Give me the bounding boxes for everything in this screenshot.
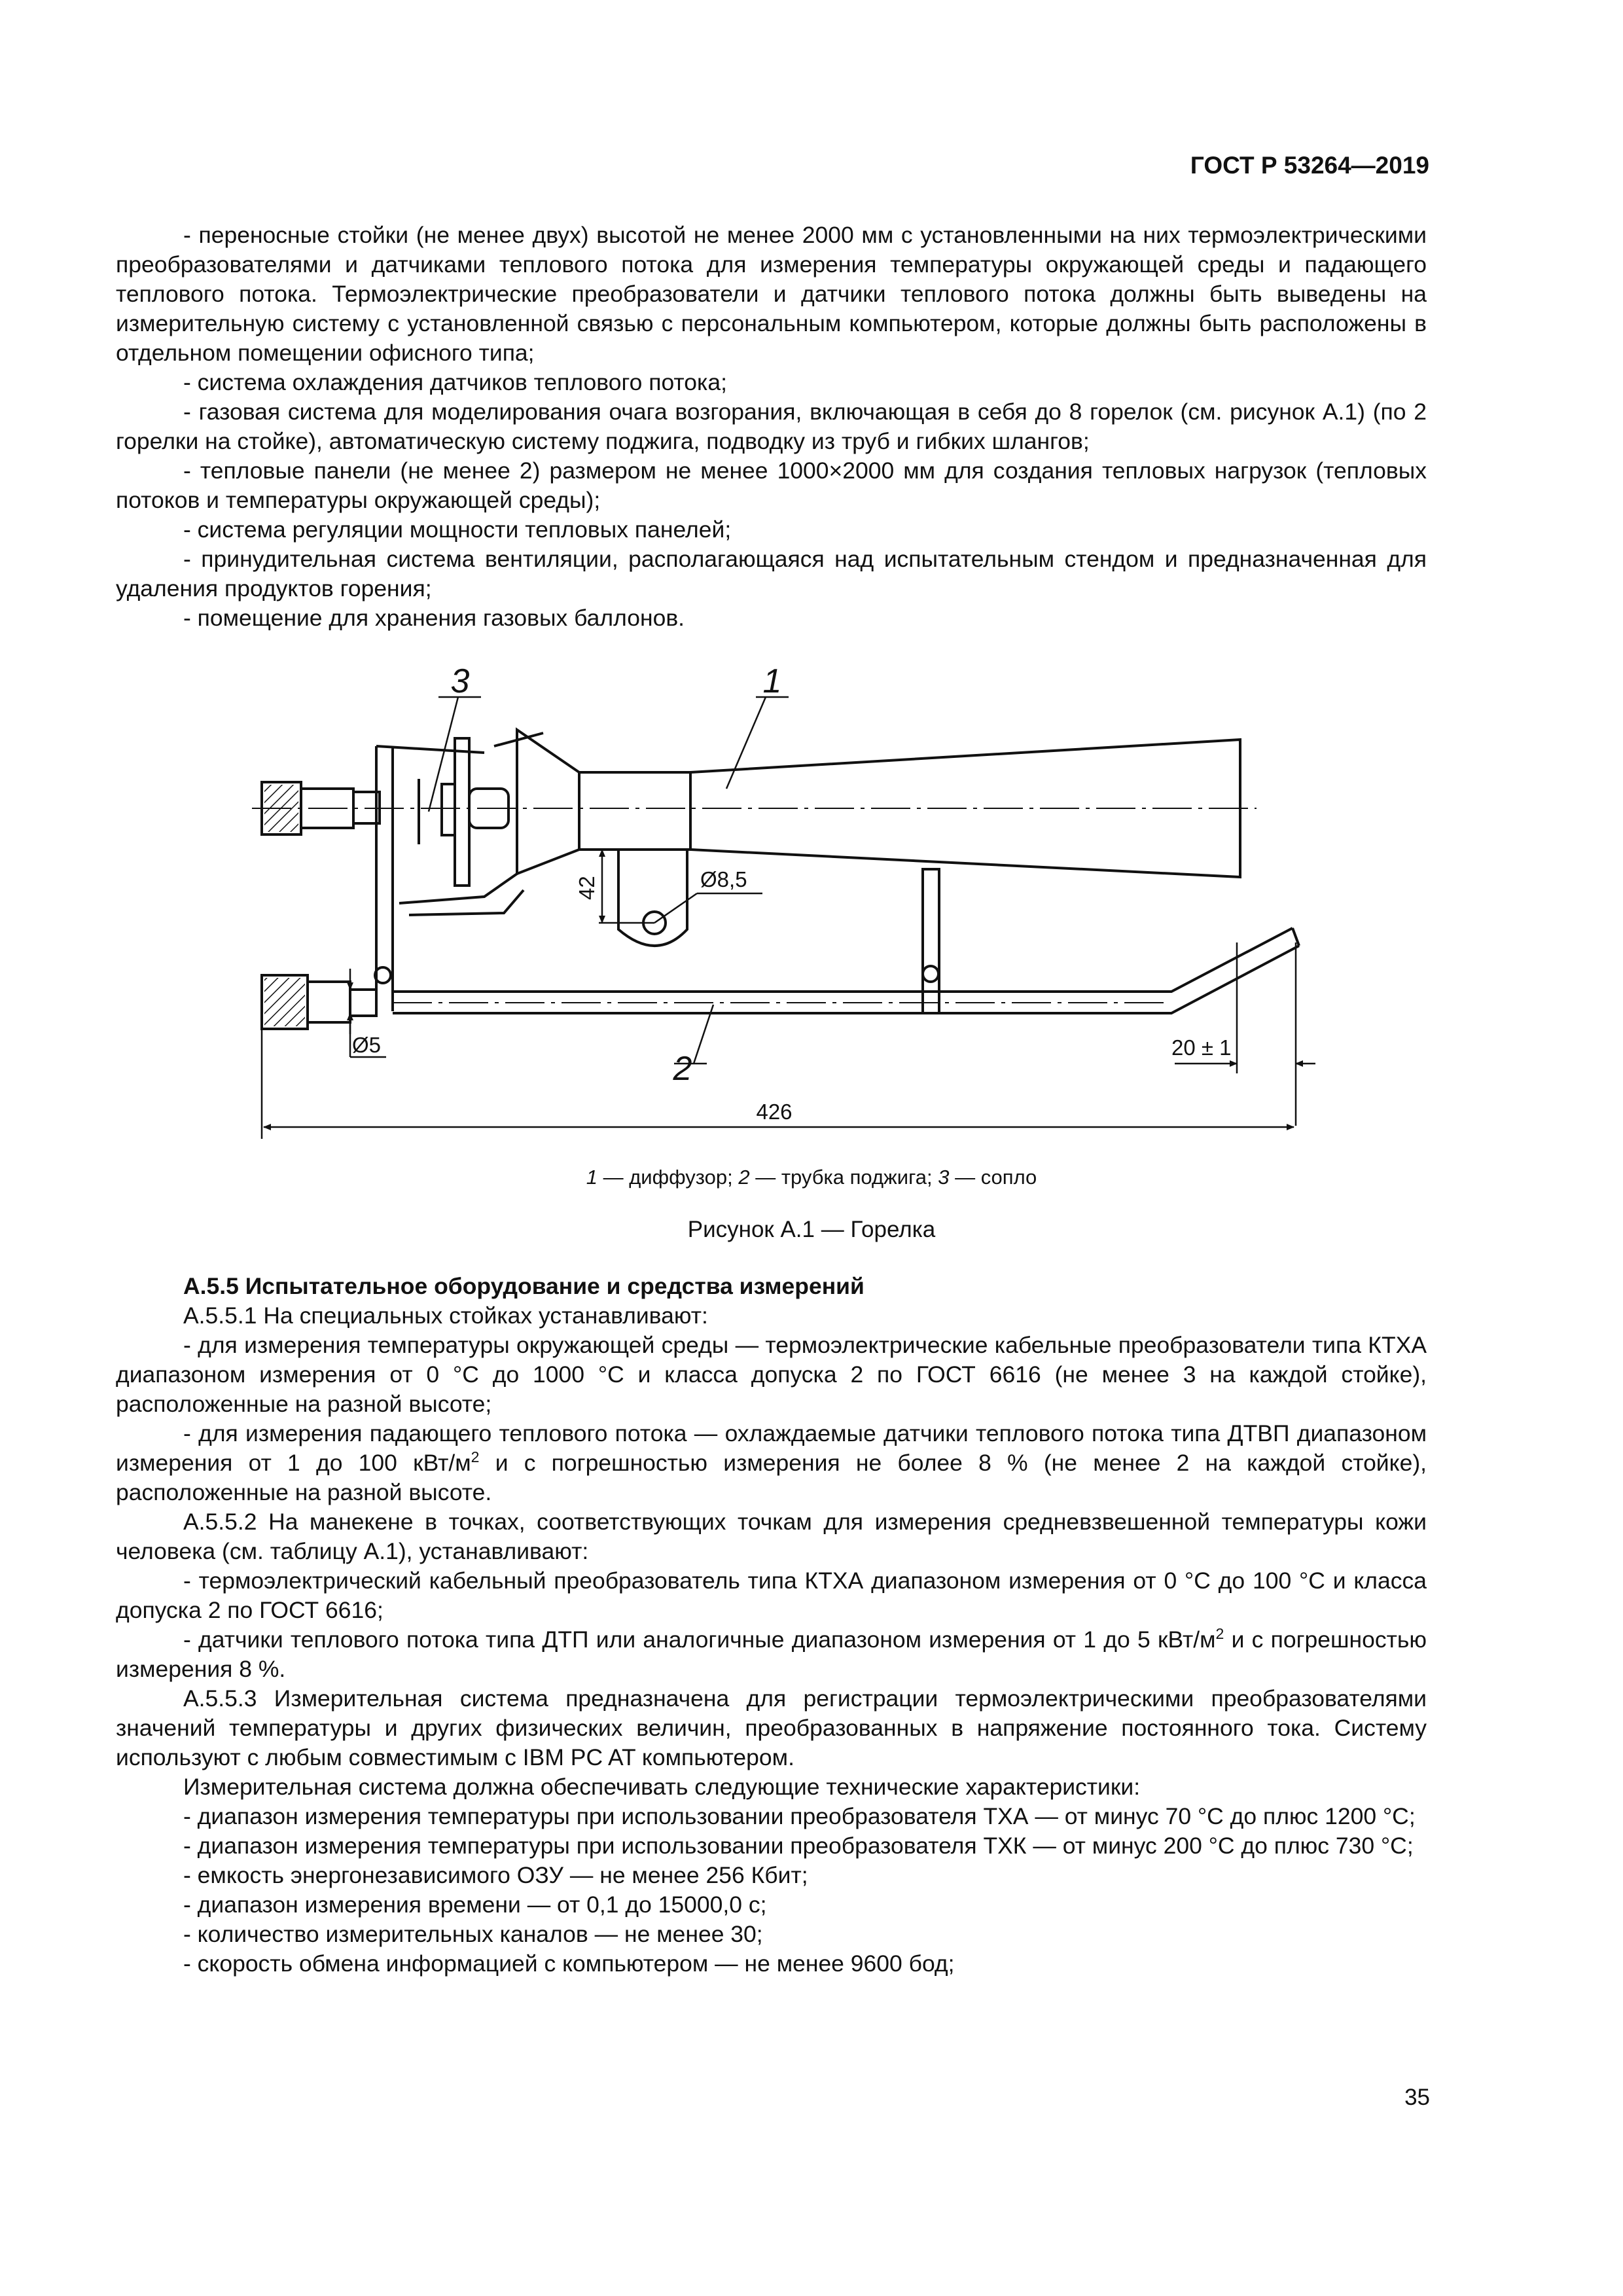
dim-hole-diameter: Ø8,5 — [700, 867, 747, 891]
dim-hole-offset: 42 — [575, 876, 599, 900]
legend-text: — трубка поджига; — [749, 1166, 938, 1189]
callout-nozzle: 3 — [450, 662, 470, 700]
paragraph-part: - для измерения падающего теплового потока — охлаждаемые датчики теплового потока типа ДТВП диапазоном измерения от 1 до 100 кВт/м — [116, 1420, 1427, 1476]
dim-overall-length: 426 — [756, 1100, 793, 1124]
list-item: - система охлаждения датчиков теплового потока; — [183, 369, 727, 395]
superscript: 2 — [471, 1448, 480, 1466]
legend-number: 1 — [586, 1166, 597, 1189]
paragraph: А.5.5.2 На манекене в точках, соответствующих точкам для измерения средневзвешенной температуры кожи человека (см. таблицу А.1), устанавливают: — [116, 1509, 1427, 1564]
section-heading: А.5.5 Испытательное оборудование и средства измерений — [183, 1273, 865, 1299]
figure-legend — [0, 1166, 1623, 1189]
burner-drawing-svg — [0, 655, 1623, 1165]
paragraph: - диапазон измерения температуры при использовании преобразователя ТХК — от минус 200 °С до плюс 730 °С; — [183, 1833, 1414, 1859]
callout-diffuser: 1 — [762, 662, 782, 700]
figure-caption: Рисунок А.1 — Горелка — [687, 1217, 936, 1242]
legend-text: — диффузор; — [597, 1166, 739, 1189]
callout-ignition-tube: 2 — [673, 1050, 692, 1088]
paragraph: - диапазон измерения температуры при использовании преобразователя ТХА — от минус 70 °С до плюс 1200 °С; — [183, 1803, 1416, 1829]
mixing-chamber — [579, 772, 690, 850]
dim-end-offset: 20 ± 1 — [1171, 1035, 1232, 1060]
paragraph — [116, 1419, 1427, 1507]
paragraph: - количество измерительных каналов — не менее 30; — [183, 1921, 763, 1947]
list-item: - газовая система для моделирования очага возгорания, включающая в себя до 8 горелок (см. рисунок А.1) (по 2 горелки на стойке), автоматическую систему поджига, подводку из труб и гибких шлангов; — [116, 399, 1427, 454]
paragraph: А.5.5.3 Измерительная система предназначена для регистрации термоэлектрическими преобразователями значений температуры и других физических величин, преобразованных в напряжение постоянного тока. Систему используют с любым совместимым с IBM PC AT компьютером. — [116, 1685, 1427, 1770]
list-item: - помещение для хранения газовых баллонов. — [183, 605, 685, 631]
dim-tube-diameter: Ø5 — [352, 1033, 382, 1057]
list-item: - система регуляции мощности тепловых панелей; — [183, 516, 732, 543]
list-item: - принудительная система вентиляции, располагающаяся над испытательным стендом и предназначенная для удаления продуктов горения; — [116, 546, 1427, 601]
paragraph: А.5.5.1 На специальных стойках устанавливают: — [183, 1302, 708, 1329]
paragraph-part: и с погрешностью измерения 8 %. — [116, 1626, 1427, 1682]
paragraph — [116, 1625, 1427, 1684]
paragraph: - термоэлектрический кабельный преобразователь типа КТХА диапазоном измерения от 0 °С до 100 °С и класса допуска 2 по ГОСТ 6616; — [116, 1568, 1427, 1623]
paragraph: - скорость обмена информацией с компьютером — не менее 9600 бод; — [183, 1950, 955, 1977]
burner-drawing — [0, 655, 1623, 1165]
paragraph: - емкость энергонезависимого ОЗУ — не менее 256 Кбит; — [183, 1862, 808, 1888]
intro-text — [116, 221, 1427, 633]
section-text — [116, 1272, 1427, 1979]
superscript: 2 — [1215, 1625, 1224, 1643]
legend-number: 2 — [738, 1166, 750, 1189]
paragraph-part: и с погрешностью измерения не более 8 % (не менее 2 на каждой стойке), расположенные на разной высоте. — [116, 1450, 1427, 1505]
document-header: ГОСТ Р 53264—2019 — [1190, 152, 1429, 179]
paragraph-part: - датчики теплового потока типа ДТП или аналогичные диапазоном измерения от 1 до 5 кВт/м — [183, 1626, 1216, 1653]
list-item: - тепловые панели (не менее 2) размером не менее 1000×2000 мм для создания тепловых нагрузок (тепловых потоков и температуры окружающей среды); — [116, 457, 1427, 513]
legend-number: 3 — [938, 1166, 950, 1189]
nozzle — [455, 738, 469, 886]
legend-text: — сопло — [949, 1166, 1037, 1189]
ignition-tube — [393, 928, 1293, 992]
paragraph: - диапазон измерения времени — от 0,1 до 15000,0 с; — [183, 1892, 767, 1918]
paragraph: Измерительная система должна обеспечивать следующие технические характеристики: — [183, 1774, 1141, 1800]
page-number: 35 — [1404, 2085, 1430, 2110]
list-item: - переносные стойки (не менее двух) высотой не менее 2000 мм с установленными на них термоэлектрическими преобразователями и датчиками теплового потока для измерения температуры окружающей среды и падающего теплового потока. Термоэлектрические преобразователи и датчики теплового потока должны быть выведены на измерительную систему с установленной связью с персональным компьютером, которые должны быть расположены в отдельном помещении офисного типа; — [116, 222, 1427, 366]
paragraph: - для измерения температуры окружающей среды — термоэлектрические кабельные преобразователи типа КТХА диапазоном измерения от 0 °С до 1000 °С и класса допуска 2 по ГОСТ 6616 (не менее 3 на каждой стойке), расположенные на разной высоте; — [116, 1332, 1427, 1417]
